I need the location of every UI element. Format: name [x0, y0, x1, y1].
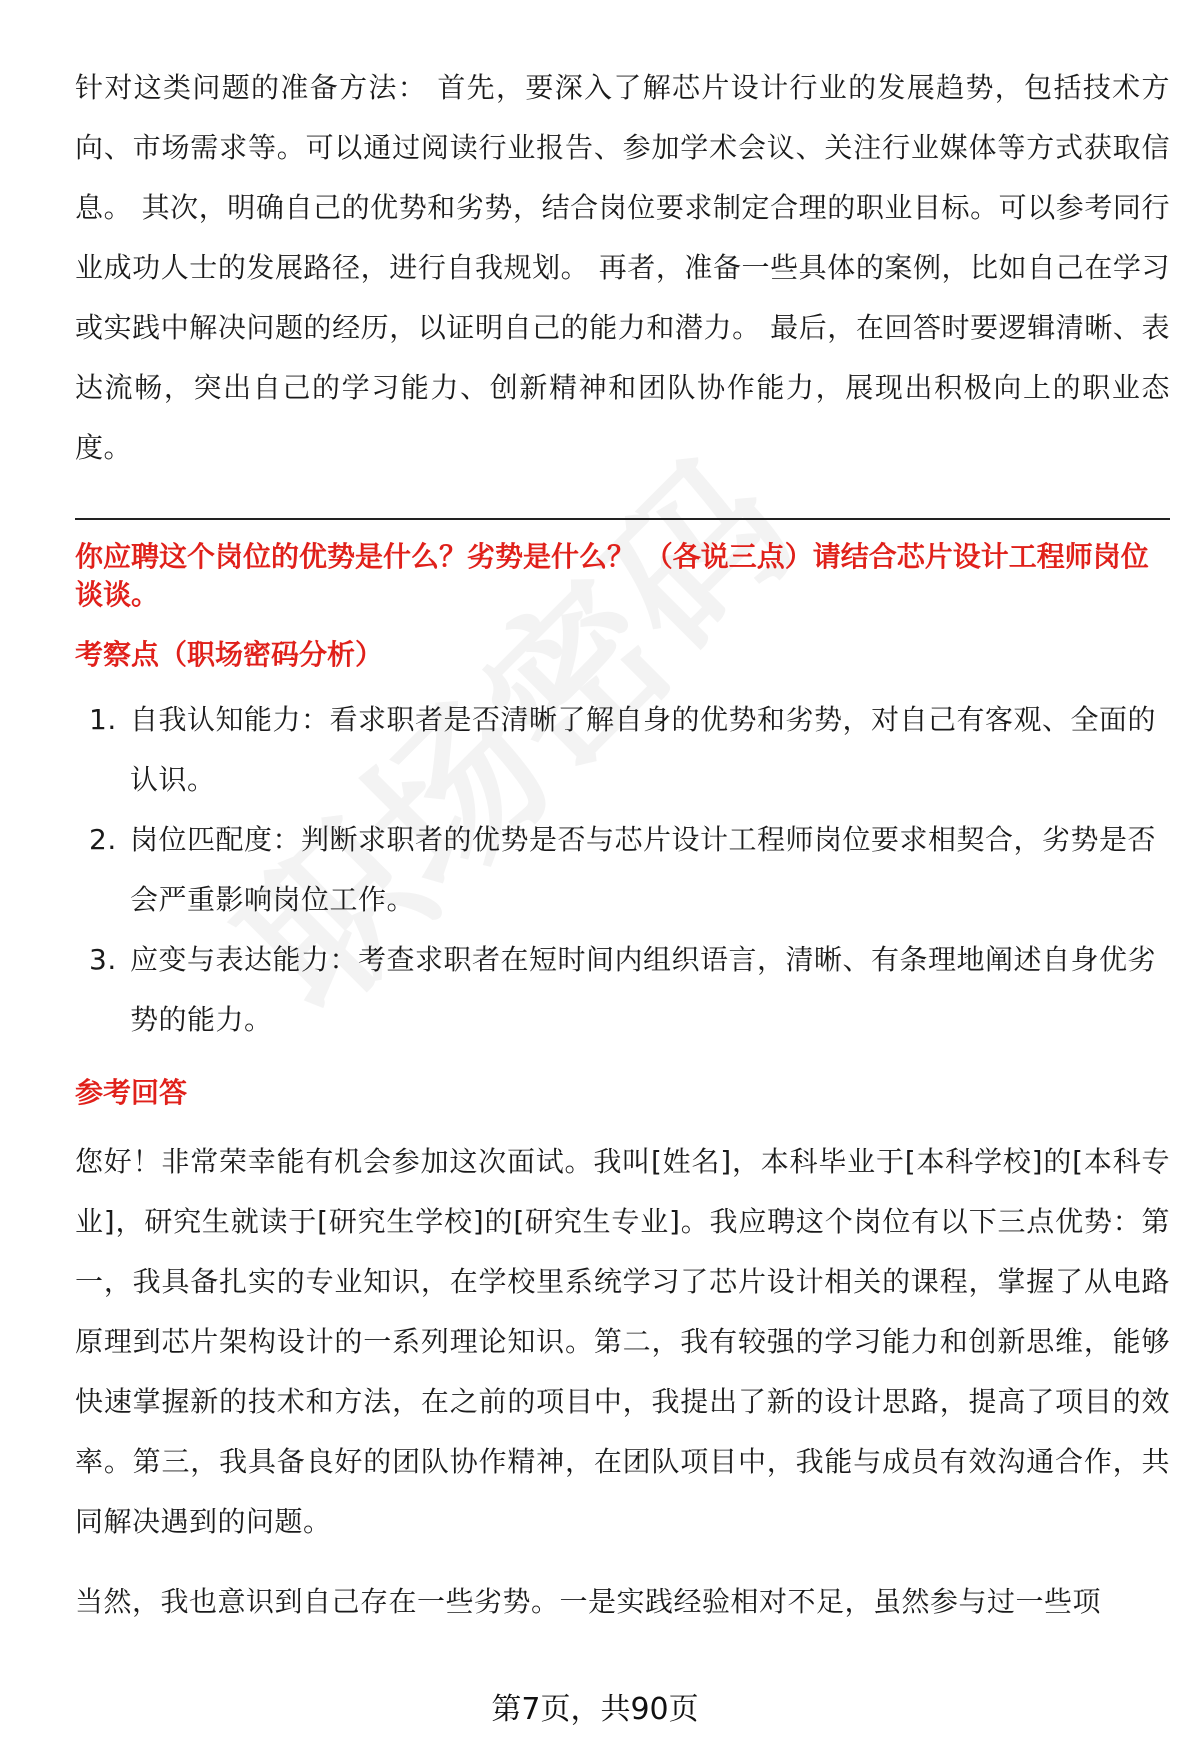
list-item-text: 岗位匹配度：判断求职者的优势是否与芯片设计工程师岗位要求相契合，劣势是否会严重影响岗位工作。 — [130, 823, 1157, 916]
list-item-number: 2. — [89, 823, 117, 856]
list-item — [75, 810, 1170, 930]
list-item — [75, 930, 1170, 1050]
list-item-text: 自我认知能力：看求职者是否清晰了解自身的优势和劣势，对自己有客观、全面的认识。 — [130, 703, 1157, 796]
page-number: 第7页，共90页 — [491, 1692, 699, 1727]
list-item-text: 应变与表达能力：考查求职者在短时间内组织语言，清晰、有条理地阐述自身优劣势的能力。 — [130, 943, 1157, 1036]
answer-paragraph: 当然，我也意识到自己存在一些劣势。一是实践经验相对不足，虽然参与过一些项 — [75, 1585, 1102, 1618]
assessment-points — [75, 690, 1170, 1050]
list-item — [75, 690, 1170, 810]
intro-paragraph: 针对这类问题的准备方法： 首先，要深入了解芯片设计行业的发展趋势，包括技术方向、市场需求等。可以通过阅读行业报告、参加学术会议、关注行业媒体等方式获取信息。 其次，明确自己的优势和劣势，结合岗位要求制定合理的职业目标。可以参考同行业成功人士的发展路径，进行自我规划。 再者，准备一些具体的案例，比如自己在学习或实践中解决问题的经历，以证明自己的能力和潜力。 最后，在回答时要逻辑清晰、表达流畅，突出自己的学习能力、创新精神和团队协作能力，展现出积极向上的职业态度。 — [75, 71, 1170, 464]
answer-paragraph: 您好！非常荣幸能有机会参加这次面试。我叫[姓名]，本科毕业于[本科学校]的[本科专业]，研究生就读于[研究生学校]的[研究生专业]。我应聘这个岗位有以下三点优势：第一，我具备扎实的专业知识，在学校里系统学习了芯片设计相关的课程，掌握了从电路原理到芯片架构设计的一系列理论知识。第二，我有较强的学习能力和创新思维，能够快速掌握新的技术和方法，在之前的项目中，我提出了新的设计思路，提高了项目的效率。第三，我具备良好的团队协作精神，在团队项目中，我能与成员有效沟通合作，共同解决遇到的问题。 — [75, 1145, 1170, 1538]
question-title: 你应聘这个岗位的优势是什么？劣势是什么？ （各说三点）请结合芯片设计工程师岗位谈谈。 — [75, 540, 1149, 611]
answer-heading: 参考回答 — [75, 1076, 188, 1109]
section-divider — [75, 518, 1170, 520]
list-item-number: 1. — [89, 703, 117, 736]
page-content — [75, 58, 1170, 1632]
list-item-number: 3. — [89, 943, 117, 976]
assessment-heading: 考察点（职场密码分析） — [75, 638, 384, 671]
